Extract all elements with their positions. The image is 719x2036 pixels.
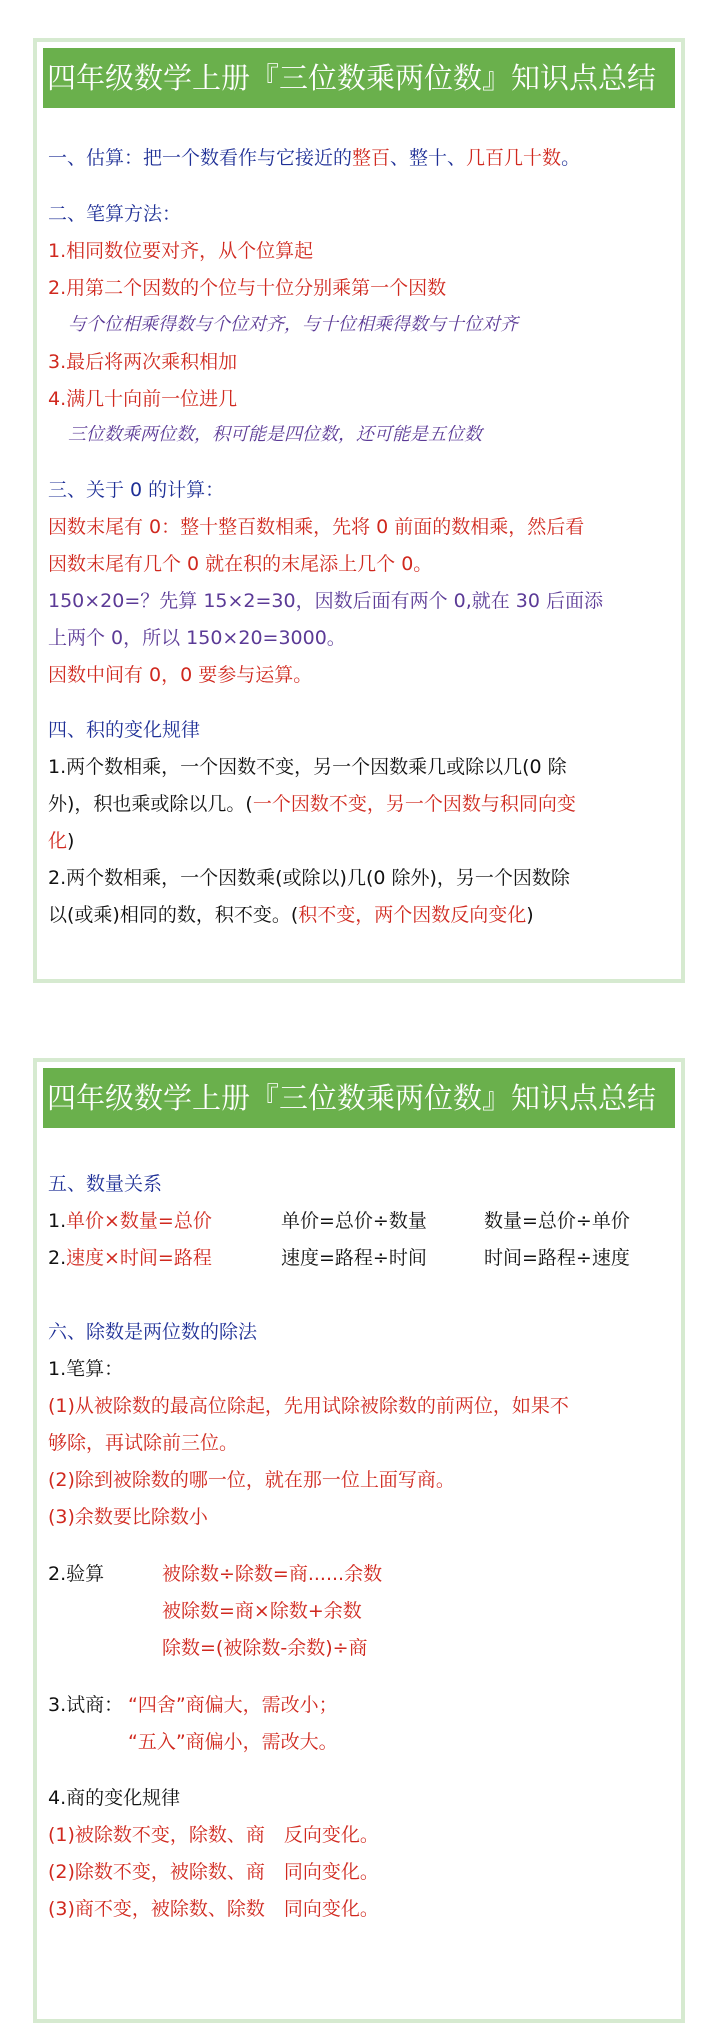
section-2-item-3: 3.最后将两次乘积相加	[48, 351, 238, 373]
estimation-period: 。	[561, 147, 581, 169]
section-4-rule-1-line-1: 1.两个数相乘，一个因数不变，另一个因数乘几或除以几(0 除	[48, 756, 567, 778]
section-4-rule-1-line-2	[48, 792, 673, 816]
section-4-rule-1-line-3	[48, 829, 673, 853]
estimation-text: 一、估算：把一个数看作与它接近的	[48, 147, 353, 169]
section-3-title: 三、关于 0 的计算：	[48, 479, 225, 501]
rule-1-highlight: 一个因数不变，另一个因数与积同向变	[252, 793, 576, 815]
trial-quotient-label: 3.试商：	[48, 1694, 124, 1716]
section-4-title: 四、积的变化规律	[48, 719, 201, 741]
rule-1-text: 外)，积也乘或除以几。(	[48, 793, 253, 815]
section-2-title: 二、笔算方法：	[48, 203, 182, 225]
section-5-title: 五、数量关系	[48, 1173, 163, 1195]
section-4-rule-2-line-1: 2.两个数相乘，一个因数乘(或除以)几(0 除外)，另一个因数除	[48, 867, 570, 889]
relation-unit-price: 单价=总价÷数量	[281, 1210, 427, 1232]
section-3-example-1: 150×20=？先算 15×2=30，因数后面有两个 0,就在 30 后面添	[48, 590, 604, 612]
section-1-estimation	[48, 146, 673, 170]
estimation-text-2: 、整十、	[390, 147, 467, 169]
knowledge-card-1	[33, 38, 685, 983]
card-title-banner: 四年级数学上册『三位数乘两位数』知识点总结	[43, 1068, 675, 1128]
card-title-banner: 四年级数学上册『三位数乘两位数』知识点总结	[43, 48, 675, 108]
rule-1-paren: )	[67, 830, 75, 852]
section-3-example-2: 上两个 0，所以 150×20=3000。	[48, 627, 346, 649]
section-2-item-4: 4.满几十向前一位进几	[48, 388, 238, 410]
knowledge-card-2	[33, 1058, 685, 2023]
verification-formula-3: 除数=(被除数-余数)÷商	[162, 1637, 368, 1659]
section-6-title: 六、除数是两位数的除法	[48, 1321, 258, 1343]
trial-quotient-round-up: “五入”商偏小，需改大。	[128, 1731, 338, 1753]
division-sub-1: 1.笔算：	[48, 1358, 124, 1380]
division-step-1-line-2: 够除，再试除前三位。	[48, 1432, 239, 1454]
section-2-item-1: 1.相同数位要对齐，从个位算起	[48, 240, 314, 262]
section-3-line-1: 因数末尾有 0：整十整百数相乘，先将 0 前面的数相乘，然后看	[48, 516, 585, 538]
relation-speed-distance: 速度×时间=路程	[66, 1247, 212, 1269]
relation-quantity: 数量=总价÷单价	[484, 1210, 630, 1232]
verification-label: 2.验算	[48, 1563, 105, 1585]
relation-unit-price-total: 单价×数量=总价	[66, 1210, 212, 1232]
rule-2-highlight: 积不变，两个因数反向变化	[298, 904, 527, 926]
rule-2-paren: )	[526, 904, 534, 926]
section-2-item-2: 2.用第二个因数的个位与十位分别乘第一个因数	[48, 277, 447, 299]
quotient-rule-2: (2)除数不变，被除数、商 同向变化。	[48, 1861, 379, 1883]
division-step-2: (2)除到被除数的哪一位，就在那一位上面写商。	[48, 1469, 455, 1491]
estimation-highlight-hundreds: 整百	[352, 147, 391, 169]
section-3-line-2: 因数末尾有几个 0 就在积的末尾添上几个 0。	[48, 553, 433, 575]
division-step-3: (3)余数要比除数小	[48, 1506, 208, 1528]
section-2-note-2: 与个位相乘得数与个位对齐，与十位相乘得数与十位对齐	[68, 314, 518, 335]
trial-quotient-round-down: “四舍”商偏大，需改小；	[128, 1694, 338, 1716]
quotient-rule-1: (1)被除数不变，除数、商 反向变化。	[48, 1824, 379, 1846]
section-3-line-5: 因数中间有 0，0 要参与运算。	[48, 664, 313, 686]
rule-1-highlight-end: 化	[48, 830, 68, 852]
rule-2-text: 以(或乘)相同的数，积不变。(	[48, 904, 299, 926]
relation-number-1: 1.	[48, 1210, 67, 1232]
quotient-rule-3: (3)商不变，被除数、除数 同向变化。	[48, 1898, 379, 1920]
quotient-rule-title: 4.商的变化规律	[48, 1787, 181, 1809]
division-step-1-line-1: (1)从被除数的最高位除起，先用试除被除数的前两位，如果不	[48, 1395, 569, 1417]
relation-number-2: 2.	[48, 1247, 67, 1269]
relation-speed: 速度=路程÷时间	[281, 1247, 427, 1269]
verification-formula-1: 被除数÷除数=商......余数	[162, 1563, 383, 1585]
estimation-highlight-mixed: 几百几十数	[466, 147, 562, 169]
section-2-note-4: 三位数乘两位数，积可能是四位数，还可能是五位数	[68, 424, 482, 445]
section-4-rule-2-line-2	[48, 903, 673, 927]
verification-formula-2: 被除数=商×除数+余数	[162, 1600, 362, 1622]
relation-time: 时间=路程÷速度	[484, 1247, 630, 1269]
